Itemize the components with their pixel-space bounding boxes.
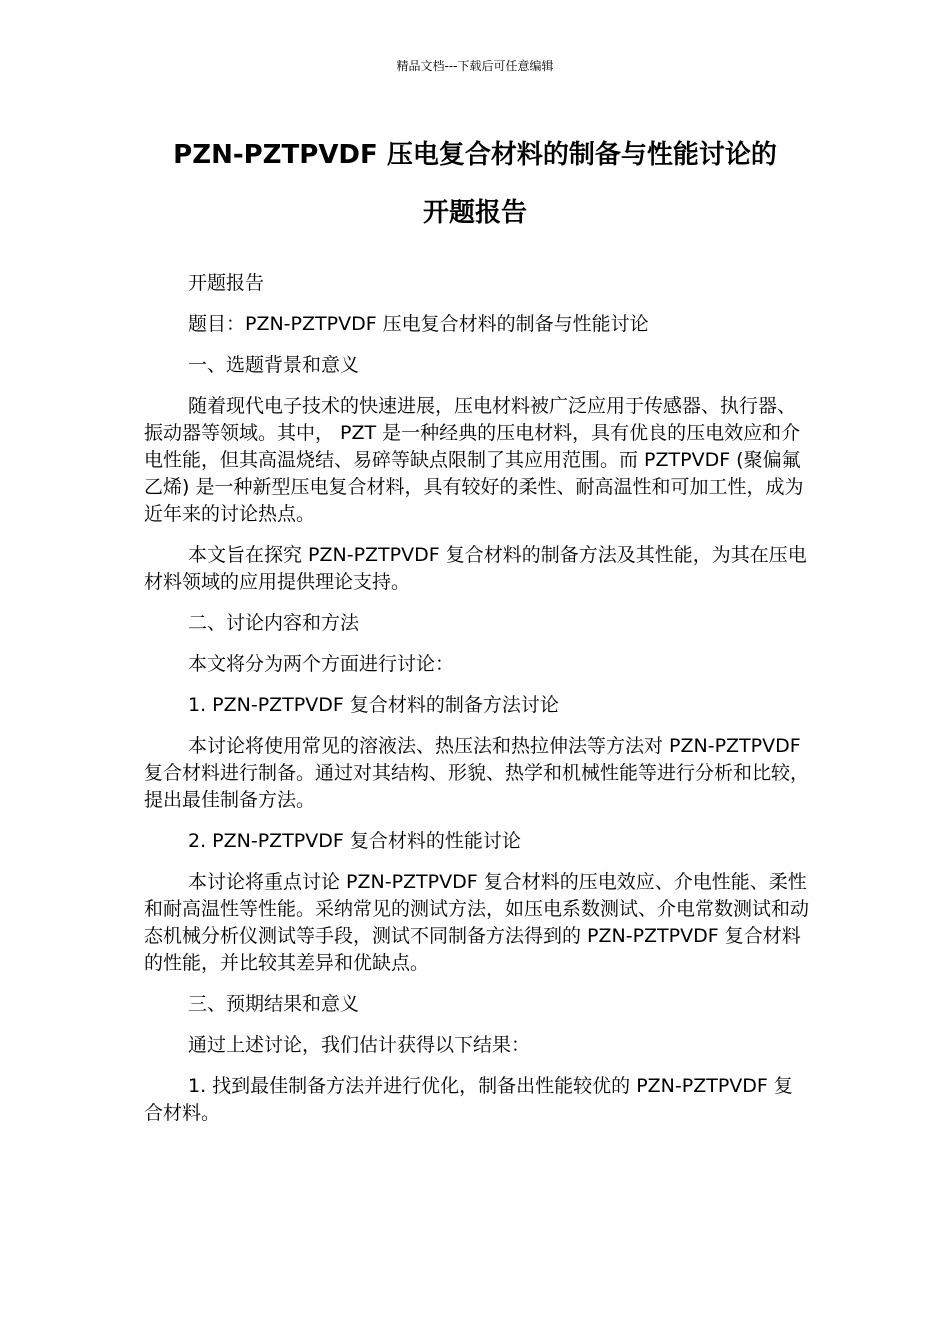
purpose-paragraph: 本文旨在探究 PZN-PZTPVDF 复合材料的制备方法及其性能，为其在压电材料领域的应用提供理论支持。 [144, 544, 807, 593]
preparation-paragraph: 本讨论将使用常见的溶液法、热压法和热拉伸法等方法对 PZN-PZTPVDF 复合材料进行制备。通过对其结构、形貌、热学和机械性能等进行分析和比较，提出最佳制备方法。 [144, 735, 810, 811]
document-title [120, 126, 830, 242]
section-heading-1: 一、选题背景和意义 [188, 354, 360, 376]
subheading-preparation: 1. PZN-PZTPVDF 复合材料的制备方法讨论 [188, 694, 559, 716]
methods-intro: 本文将分为两个方面进行讨论： [188, 653, 455, 675]
title-line-2: 开题报告 [422, 198, 527, 228]
background-paragraph: 随着现代电子技术的快速进展，压电材料被广泛应用于传感器、执行器、振动器等领域。其中， PZT 是一种经典的压电材料，具有优良的压电效应和介电性能，但其高温烧结、易碎等缺点限制了其应用范围。而 PZTPVDF (聚偏氟乙烯) 是一种新型压电复合材料，具有较好的柔性、耐高温性和可加工性，成为近年来的讨论热点。 [144, 395, 804, 525]
section-heading-3: 三、预期结果和意义 [188, 993, 360, 1015]
performance-paragraph: 本讨论将重点讨论 PZN-PZTPVDF 复合材料的压电效应、介电性能、柔性和耐高温性等性能。采纳常见的测试方法，如压电系数测试、介电常数测试和动态机械分析仪测试等手段，测试不同制备方法得到的 PZN-PZTPVDF 复合材料的性能，并比较其差异和优缺点。 [144, 871, 810, 974]
document-body [144, 270, 809, 1141]
title-line-1: PZN-PZTPVDF 压电复合材料的制备与性能讨论的 [173, 140, 777, 170]
header-note: 精品文档---下载后可任意编辑 [396, 59, 554, 73]
result-item-1: 1. 找到最佳制备方法并进行优化，制备出性能较优的 PZN-PZTPVDF 复合材料。 [144, 1075, 793, 1124]
topic-line: 题目：PZN-PZTPVDF 压电复合材料的制备与性能讨论 [188, 313, 649, 335]
subheading-performance: 2. PZN-PZTPVDF 复合材料的性能讨论 [188, 830, 521, 852]
section-heading-2: 二、讨论内容和方法 [188, 612, 360, 634]
results-intro: 通过上述讨论，我们估计获得以下结果： [188, 1034, 531, 1056]
label-report: 开题报告 [188, 272, 265, 294]
